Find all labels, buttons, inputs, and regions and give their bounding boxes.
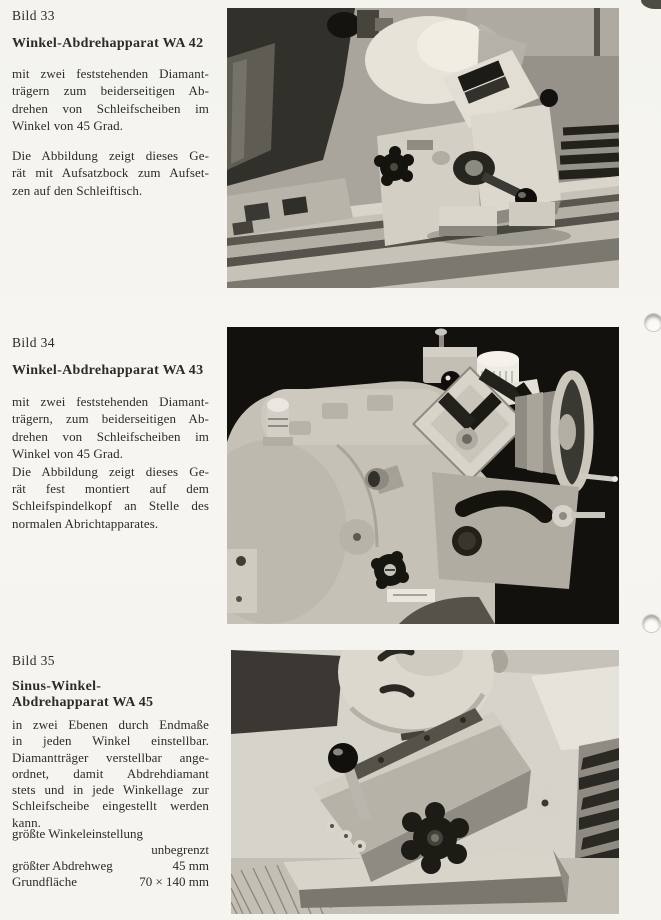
body-line: Winkel von 45 Grad. (12, 118, 124, 134)
wa42-photo-illustration (227, 8, 619, 288)
spec-value: 45 mm (172, 857, 209, 873)
figure-label-bild-35: Bild 35 (12, 653, 55, 668)
section-title-wa45-line2: Abdrehapparat WA 45 (12, 695, 154, 710)
figure-bild-35-photo (231, 650, 619, 914)
body-line: mit zwei feststehenden Diamant- (12, 394, 209, 409)
wa43-paragraph (12, 393, 209, 532)
wa42-paragraph-1 (12, 65, 209, 135)
wa42-paragraph-2 (12, 147, 209, 199)
figure-label-bild-34: Bild 34 (12, 335, 55, 350)
spec-row-abdrehweg (12, 858, 209, 874)
section-title-wa42: Winkel-Abdrehapparat WA 42 (12, 36, 204, 51)
body-line: Die Abbildung zeigt dieses Ge- (12, 148, 209, 163)
spec-label: Grundfläche (12, 873, 77, 889)
body-line: Diamantträger verstellbar ange- (12, 749, 209, 765)
body-line: zen auf den Schleiftisch. (12, 182, 143, 198)
body-line: drehen von Schleifscheiben im (12, 428, 209, 444)
body-line: drehen von Schleifscheiben im (12, 100, 209, 116)
body-line: Schleifspindelkopf an Stelle des (12, 498, 209, 514)
body-line: kann. (12, 814, 42, 830)
body-line: rät fest montiert auf dem (12, 481, 209, 497)
spec-value-unbegrenzt: unbegrenzt (151, 841, 209, 857)
chrome-plunger (263, 398, 293, 446)
body-line: mit zwei feststehenden Diamant- (12, 66, 209, 81)
wa43-photo-illustration (227, 327, 619, 624)
figure-bild-33-photo (227, 8, 619, 288)
body-line: trägern zum beiderseitigen Ab- (12, 83, 209, 99)
body-line: Schleifscheibe eingestellt werden (12, 798, 209, 814)
body-line: stets und in jede Winkellage zur (12, 782, 209, 798)
section-title-wa45-line1: Sinus-Winkel- (12, 679, 102, 694)
body-line: Die Abbildung zeigt dieses Ge- (12, 463, 209, 479)
wa45-paragraph (12, 717, 209, 831)
punch-hole-top (644, 313, 661, 332)
page-corner-shadow (641, 0, 661, 9)
body-line: normalen Abrichtapparates. (12, 515, 159, 531)
body-line: Winkel von 45 Grad. (12, 446, 124, 462)
punch-hole-bottom (642, 614, 661, 633)
section-title-wa43: Winkel-Abdrehapparat WA 43 (12, 363, 204, 378)
body-line: in jeden Winkel einstellbar. (12, 733, 209, 749)
machine-window (231, 650, 343, 734)
spec-label: größte Winkeleinstellung (12, 826, 144, 841)
spec-value: 70 × 140 mm (139, 873, 209, 889)
figure-label-bild-33: Bild 33 (12, 8, 55, 23)
wa45-spec-table (12, 826, 209, 890)
body-line: in zwei Ebenen durch Endmaße (12, 717, 209, 732)
figure-bild-34-photo (227, 327, 619, 624)
body-line: trägern, zum beiderseitigen Ab- (12, 411, 209, 427)
spec-row-grundflaeche (12, 874, 209, 890)
body-line: rät mit Aufsatzbock zum Aufset- (12, 165, 209, 181)
spec-label: größter Abdrehweg (12, 857, 113, 873)
spec-row-winkeleinstellung (12, 826, 209, 842)
wa45-photo-illustration (231, 650, 619, 914)
body-line: ordnet, damit Abdrehdiamant (12, 765, 209, 781)
